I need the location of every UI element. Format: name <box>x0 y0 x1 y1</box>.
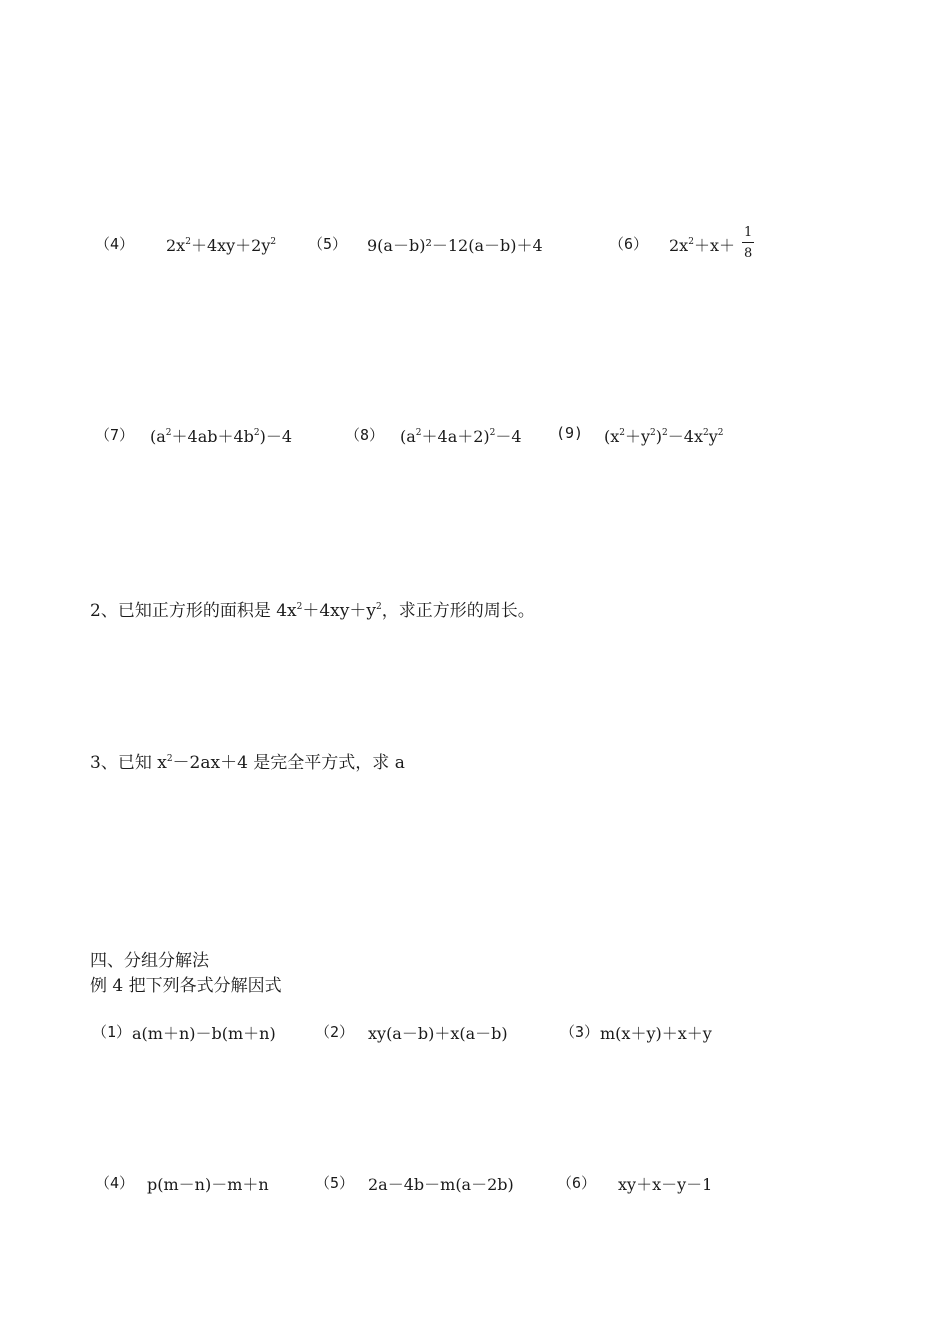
expression: 2a－4b－m(a－2b) <box>368 1175 514 1194</box>
question-3: 3、已知 $x^2-2ax+4$ 是完全平方式，求 a <box>90 753 405 773</box>
problem-label: （5） <box>315 1174 355 1192</box>
section-heading: 四、分组分解法 <box>90 951 209 971</box>
expression: xy(a－b)＋x(a－b) <box>368 1024 508 1043</box>
expression: p(m－n)－m＋n <box>147 1175 269 1194</box>
problem-label: （1） <box>92 1023 132 1041</box>
fraction-bar <box>742 242 754 243</box>
expression: $2x^2+4xy+2y^2$ <box>166 236 277 255</box>
problem-label: （7） <box>95 426 135 444</box>
expression: a(m＋n)－b(m＋n) <box>132 1024 276 1043</box>
problem-label: （3） <box>560 1023 600 1041</box>
problem-label: （6） <box>557 1174 597 1192</box>
expression: 9(a－b)²－12(a－b)＋4 <box>367 236 543 255</box>
expression: $(a^2+4ab+4b^2)-4$ <box>150 427 293 446</box>
fraction-numerator: 1 <box>744 225 753 240</box>
problem-label: （4） <box>95 1174 135 1192</box>
expression: $(a^2+4a+2)^2-4$ <box>400 427 522 446</box>
question-2: 2、已知正方形的面积是 $4x^2+4xy+y^2$，求正方形的周长。 <box>90 601 535 621</box>
problem-label: (9) <box>556 424 584 442</box>
expression: $2x^2+x+$ <box>669 236 735 255</box>
expression: m(x＋y)＋x＋y <box>600 1024 712 1043</box>
fraction-denominator: 8 <box>744 246 753 261</box>
fraction <box>742 226 754 260</box>
expression: xy＋x－y－1 <box>618 1175 713 1194</box>
problem-label: （6） <box>609 235 649 253</box>
expression: $(x^2+y^2)^2-4x^2y^2$ <box>604 427 724 446</box>
problem-label: （2） <box>315 1023 355 1041</box>
example-heading: 例 4 把下列各式分解因式 <box>90 976 282 996</box>
problem-label: （4） <box>95 235 135 253</box>
problem-label: （5） <box>308 235 348 253</box>
problem-label: （8） <box>345 426 385 444</box>
